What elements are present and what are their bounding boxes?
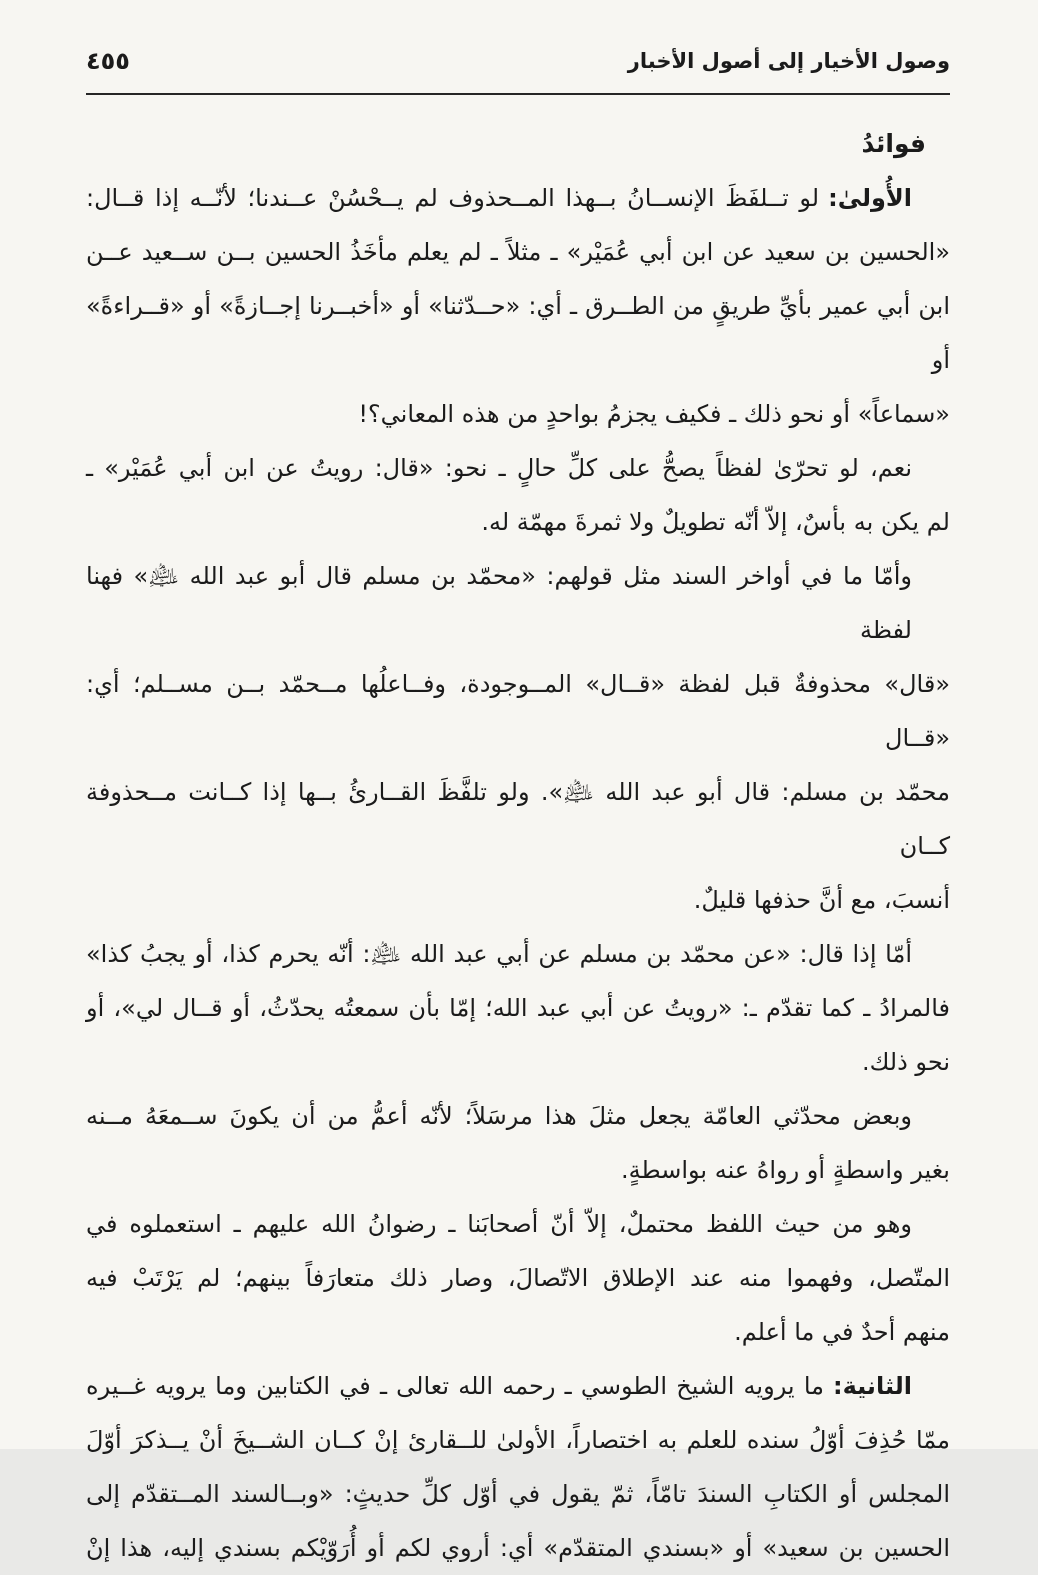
text-line: فالمرادُ ـ كما تقدّم ـ: «رويتُ عن أبي عبد الله؛ إمّا بأن سمعتُه يحدّثُ، أو قــال لي»، أو [86, 994, 950, 1022]
text-line: منهم أحدٌ في ما أعلم. [734, 1318, 950, 1346]
text-line: ممّا حُذِفَ أوّلُ سنده للعلم به اختصاراً، الأولىٰ للــقارئ إنْ كــان الشــيخَ أنْ يــذكرَ أوّلَ [86, 1426, 950, 1454]
text-line: «سماعاً» أو نحو ذلك ـ فكيف يجزمُ بواحدٍ من هذه المعاني؟! [358, 400, 950, 428]
book-title: وصول الأخيار إلى أصول الأخبار [627, 49, 950, 73]
text-line: محمّد بن مسلم: قال أبو عبد الله ﵇». ولو تلفَّظَ القــارئُ بــها إذا كــانت مــحذوفة كــان [86, 778, 950, 860]
text-line: بغير واسطةٍ أو رواهُ عنه بواسطةٍ. [621, 1156, 950, 1184]
text-line [86, 1359, 950, 1413]
text-line [86, 171, 950, 225]
text-line: الحسين بن سعيد» أو «بسندي المتقدّم» أي: أروي لكم أو أُرَوّيْكم بسندي إليه، هذا إنْ [86, 1534, 950, 1562]
paragraph [86, 171, 950, 441]
page-number: ٤٥٥ [86, 47, 130, 75]
text-line: نحو ذلك. [861, 1048, 950, 1076]
text-line: أنسبَ، مع أنَّ حذفها قليلٌ. [693, 886, 950, 914]
text-line: المجلس أو الكتابِ السندَ تامّاً، ثمّ يقول في أوّل كلِّ حديثٍ: «وبــالسند المــتقدّم إلى [86, 1480, 950, 1508]
text-line: «الحسين بن سعيد عن ابن أبي عُمَيْر» ـ مثلاً ـ لم يعلم مأخَذُ الحسين بــن ســعيد عــن [86, 238, 950, 266]
page-body [86, 117, 950, 1575]
text-line: لم يكن به بأسٌ، إلاّ أنّه تطويلٌ ولا ثمرةَ مهمّة له. [481, 508, 950, 536]
header-rule [86, 93, 950, 95]
text-line: نعم، لو تحرّىٰ لفظاً يصحُّ على كلِّ حالٍ ـ نحو: «قال: رويتُ عن ابن أبي عُمَيْر» ـ [86, 454, 912, 482]
paragraphs-container [86, 171, 950, 1575]
text-line: أمّا إذا قال: «عن محمّد بن مسلم عن أبي عبد الله ﵇: أنّه يحرم كذا، أو يجبُ كذا» [86, 940, 912, 968]
page-header [86, 0, 950, 76]
text-line: «قال» محذوفةٌ قبل لفظة «قــال» المــوجودة، وفــاعلُها مــحمّد بــن مســلم؛ أي: «قــال [86, 670, 950, 752]
page-inner [86, 0, 950, 1575]
paragraph [86, 927, 950, 1089]
text-line: وبعض محدّثي العامّة يجعل مثلَ هذا مرسَلاً؛ لأنّه أعمُّ من أن يكونَ ســمعَهُ مــنه [86, 1102, 912, 1130]
text-line: وأمّا ما في أواخر السند مثل قولهم: «محمّد بن مسلم قال أبو عبد الله ﵇» فهنا لفظة [86, 562, 912, 644]
paragraph [86, 549, 950, 927]
text-line: ابن أبي عمير بأيِّ طريقٍ من الطــرق ـ أي: «حــدّثنا» أو «أخبــرنا إجــازةً» أو «قــراءةً» أو [86, 292, 950, 374]
text-line: وهو من حيث اللفظ محتملٌ، إلاّ أنّ أصحابَنا ـ رضوانُ الله عليهم ـ استعملوه في [86, 1210, 912, 1238]
paragraph [86, 1197, 950, 1359]
paragraph [86, 441, 950, 549]
text-line-body: لو تــلفَظَ الإنســانُ بــهذا المــحذوف لم يــحْسُنْ عــندنا؛ لأنّــه إذا قــال: [86, 184, 820, 212]
paragraph-lead: الثانية: [832, 1372, 912, 1400]
text-line: المتّصل، وفهموا منه عند الإطلاق الاتّصالَ، وصار ذلك متعارَفاً بينهم؛ لم يَرْتَبْ فيه [86, 1264, 950, 1292]
text-line-body: ما يرويه الشيخ الطوسي ـ رحمه الله تعالى ـ في الكتابين وما يرويه غــيره [86, 1372, 824, 1400]
paragraph-lead: الأُولىٰ: [828, 184, 912, 212]
paragraph [86, 1359, 950, 1575]
section-heading: فوائدُ [861, 129, 926, 158]
paragraph [86, 1089, 950, 1197]
